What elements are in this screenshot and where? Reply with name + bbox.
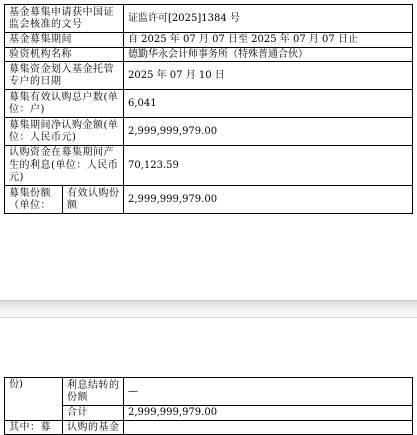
total-label: 合计 — [63, 406, 124, 421]
raising-period-label: 基金募集期间 — [5, 33, 124, 48]
interest-label: 认购资金在募集期间产生的利息(单位：人民币元) — [5, 146, 124, 186]
valid-subscription-shares-label: 有效认购份额 — [63, 186, 124, 214]
table-row — [5, 146, 413, 186]
table-row — [5, 62, 413, 90]
approval-number-value: 证监许可[2025]1384 号 — [124, 5, 413, 33]
subscriber-count-label: 募集有效认购总户数(单位：户) — [5, 90, 124, 118]
interest-shares-value: — — [124, 378, 413, 406]
fund-shares-label: 募集份额（单位： — [5, 186, 63, 214]
custody-transfer-date-value: 2025 年 07 月 10 日 — [124, 62, 413, 90]
approval-number-label: 基金募集申请获中国证监会核准的文号 — [5, 5, 124, 33]
subscribed-fund-label: 认购的基金 — [63, 420, 124, 435]
table-row — [5, 90, 413, 118]
net-subscription-value: 2,999,999,979.00 — [124, 118, 413, 146]
table-row — [5, 186, 413, 214]
subscribed-fund-value — [124, 420, 413, 435]
table-row — [5, 378, 413, 406]
valid-subscription-shares-value: 2,999,999,979.00 — [124, 186, 413, 214]
of-which-label: 其中：募 — [5, 420, 63, 435]
interest-value: 70,123.59 — [124, 146, 413, 186]
table-row — [5, 5, 413, 33]
total-value: 2,999,999,979.00 — [124, 406, 413, 421]
table-row — [5, 420, 413, 435]
raising-period-value: 自 2025 年 07 月 07 日至 2025 年 07 月 07 日止 — [124, 33, 413, 48]
auditor-name-label: 验资机构名称 — [5, 47, 124, 62]
table-row — [5, 33, 413, 48]
table-row — [5, 47, 413, 62]
custody-transfer-date-label: 募集资金划入基金托管专户的日期 — [5, 62, 124, 90]
fund-info-table-page1 — [4, 4, 413, 214]
interest-shares-label: 利息结转的份额 — [63, 378, 124, 406]
fund-info-table-page2 — [4, 377, 413, 435]
auditor-name-value: 德勤华永会计师事务所（特殊普通合伙） — [124, 47, 413, 62]
subscriber-count-value: 6,041 — [124, 90, 413, 118]
net-subscription-label: 募集期间净认购金额(单位：人民币元) — [5, 118, 124, 146]
fund-shares-label-continued: 份) — [5, 378, 63, 421]
table-row — [5, 118, 413, 146]
table-row — [5, 406, 413, 421]
page-break — [0, 300, 417, 318]
